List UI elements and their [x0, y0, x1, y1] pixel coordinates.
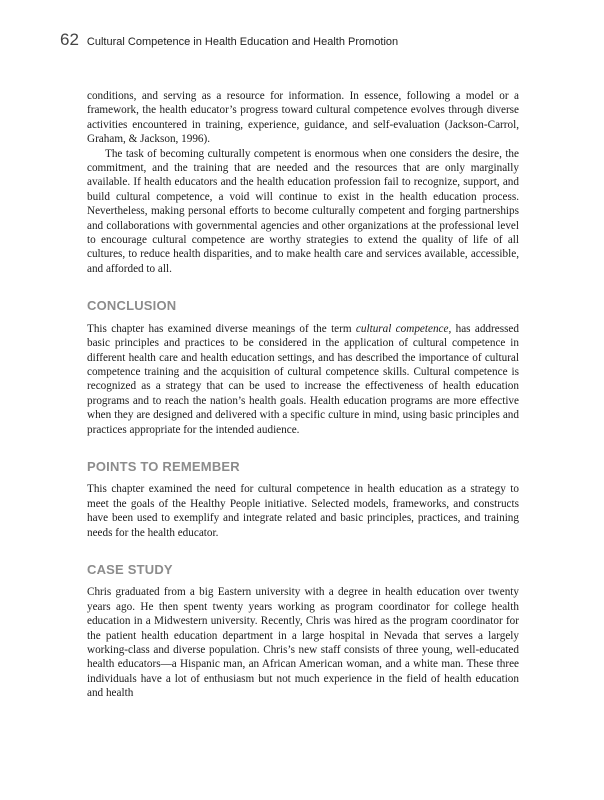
- intro-paragraph-1: conditions, and serving as a resource for information. In essence, following a model or a framework, the health educator’s progress toward cultural competence evolves through diverse activities encountered in training, experience, guidance, and self-evaluation (Jackson-Carrol, Graham, & Jackson, 1996).: [87, 90, 519, 146]
- conclusion-paragraph: [87, 322, 519, 437]
- intro-paragraph-2: The task of becoming culturally competent is enormous when one considers the desire, the commitment, and the training that are needed and the resources that are only marginally available. If health educators and the health education profession fail to recognize, support, and build cultural competence, a void will continue to exist in the health education process. Nevertheless, making personal efforts to become culturally competent and forging partnerships and collaborations with governmental agencies and other organizations at the professional level to encourage cultural competence are worthy strategies to extend the quality of life of all cultures, to reduce health disparities, and to make health care and services available, accessible, and afforded to all.: [87, 147, 519, 275]
- running-title: Cultural Competence in Health Education and Health Promotion: [86, 36, 399, 48]
- conclusion-text-after: has addressed basic principles and practices to be considered in the application of cultural competence in different health care and health education settings, and has described the importance of cultural competence training and the acquisition of cultural competence skills. Cultural competence is recognized as a strategy that can be used to increase the effectiveness of health education programs and to reach the nation’s health goals. Health education programs are more effective when they are designed and delivered with a specific culture in mind, using basic principles and practices appropriate for the intended audience.: [87, 322, 519, 436]
- points-heading: POINTS TO REMEMBER: [87, 458, 240, 474]
- conclusion-italic-term: cultural competence,: [355, 322, 452, 335]
- running-head: [60, 30, 398, 54]
- body-text: [87, 89, 519, 701]
- points-paragraph: This chapter examined the need for cultural competence in health education as a strategy to meet the goals of the Healthy People initiative. Selected models, frameworks, and constructs have been used to exemplify and integrate related and basic principles, practices, and training needs for the health educator.: [87, 483, 519, 539]
- case-study-paragraph: Chris graduated from a big Eastern university with a degree in health education over twenty years ago. He then spent twenty years working as program coordinator for college health education in a Midwestern university. Recently, Chris was hired as the program coordinator for the patient health education department in a large hospital in Nevada that serves a largely working-class and diverse population. Chris’s new staff consists of three young, well-educated health educators—a Hispanic man, an African American woman, and a white man. These three individuals have a lot of enthusiasm but not much experience in the field of health education and health: [87, 586, 519, 700]
- conclusion-heading: CONCLUSION: [87, 298, 177, 314]
- conclusion-text-before: This chapter has examined diverse meanings of the term: [87, 322, 356, 335]
- case-study-heading: CASE STUDY: [87, 561, 173, 577]
- page-number: 62: [60, 30, 79, 49]
